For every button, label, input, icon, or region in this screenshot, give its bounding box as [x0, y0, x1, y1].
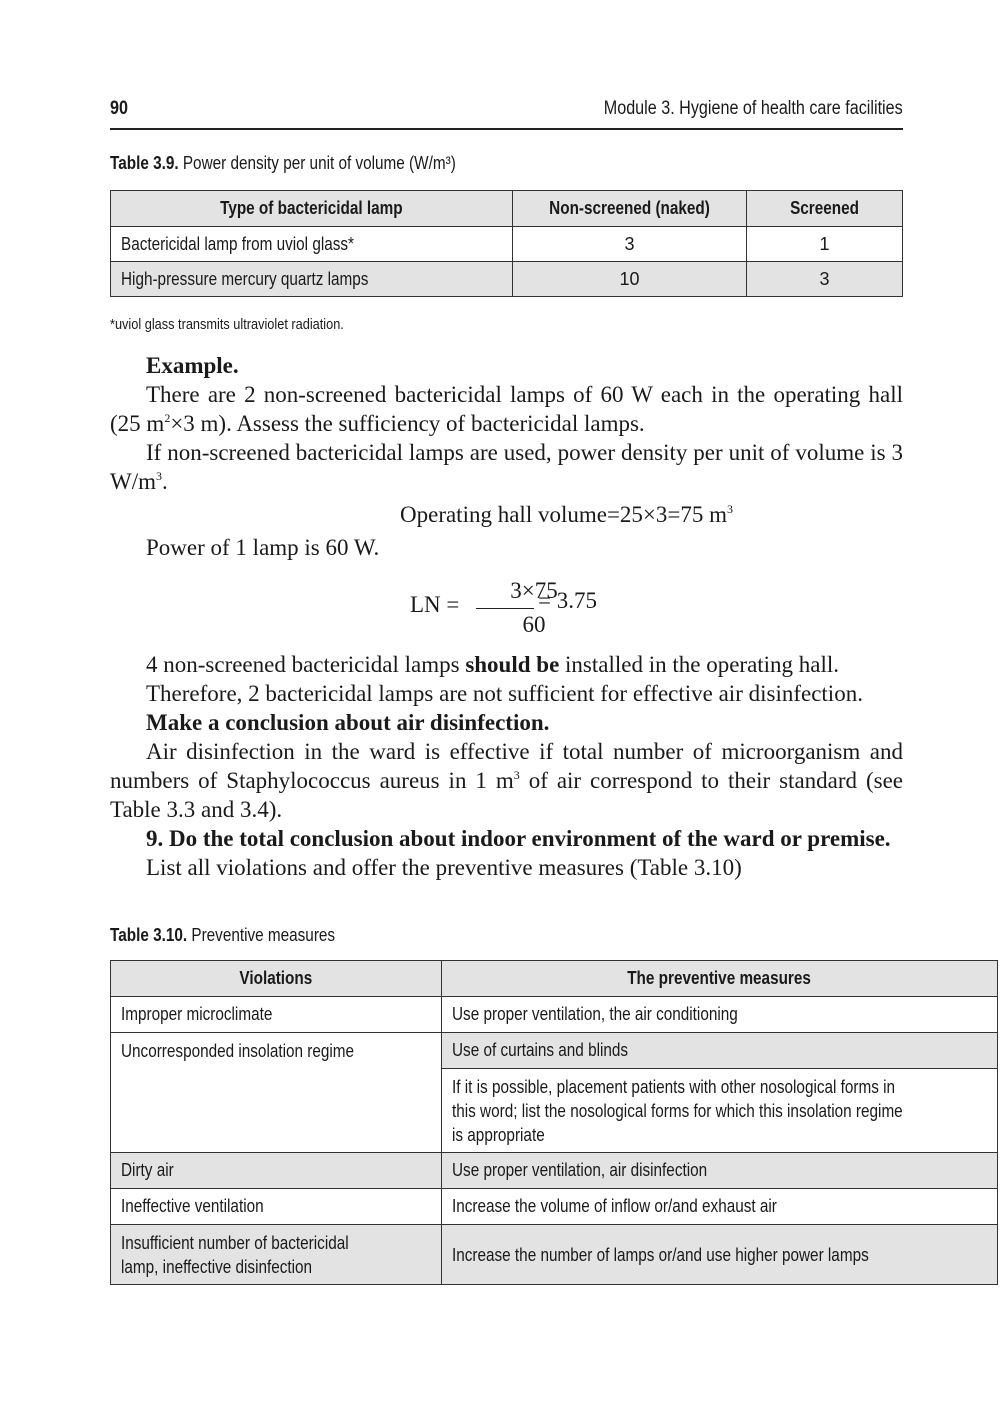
caption-text: Power density per unit of volume (W/m³) [178, 153, 456, 173]
result-section [110, 650, 903, 882]
column-header: Non-screened (naked) [513, 191, 747, 227]
result-paragraph: 4 non-screened bactericidal lamps should be installed in the operating hall. [146, 652, 840, 677]
example-paragraph: There are 2 non-screened bactericidal lamps of 60 W each in the operating hall (25 $m^2\times 3$ m). Assess the sufficiency of bactericidal lamps. [110, 382, 903, 436]
table-footnote: *uviol glass transmits ultraviolet radiation. [110, 316, 344, 333]
cell-violation: Uncorresponded insolation regime [111, 1033, 442, 1153]
page-number: 90 [110, 98, 128, 119]
cell-screened: 3 [747, 262, 903, 297]
cell-non-screened: 3 [513, 227, 747, 262]
conclusion-paragraph: Air disinfection in the ward is effective if total number of microorganism and numbers of Staphylococcus aureus in 1 $m^3$ of air correspond to their standard (see Table 3.3 and 3.4). [110, 739, 903, 822]
table-3-10 [110, 960, 998, 1285]
column-header: Violations [111, 961, 442, 997]
step-9-heading: 9. Do the total conclusion about indoor environment of the ward or premise. [146, 826, 891, 851]
table-header-row [111, 961, 998, 997]
volume-equation: Operating hall volume=25×3=75 $m^3$ [400, 502, 733, 527]
table-row [111, 1225, 998, 1285]
column-header: The preventive measures [442, 961, 998, 997]
cell-violation: Insufficient number of bactericidal lamp, ineffective disinfection [111, 1225, 442, 1285]
cell-measure: If it is possible, placement patients with other nosological forms in this word; list the nosological forms for which this insolation regime is appropriate [442, 1069, 998, 1153]
column-header: Screened [747, 191, 903, 227]
formula-numerator: 3×75 [510, 578, 558, 603]
table-3-9-caption [110, 153, 456, 174]
cell-non-screened: 10 [513, 262, 747, 297]
table-row [111, 262, 903, 297]
caption-label: Table 3.9. [110, 153, 179, 173]
cell-measure: Use proper ventilation, air disinfection [442, 1153, 998, 1189]
formula-denominator: 60 [522, 612, 546, 637]
cell-lamp-type: Bactericidal lamp from uviol glass* [111, 227, 513, 262]
table-row [111, 227, 903, 262]
table-row [111, 997, 998, 1033]
cell-measure: Use of curtains and blinds [442, 1033, 998, 1069]
cell-violation: Improper microclimate [111, 997, 442, 1033]
table-row [111, 1189, 998, 1225]
running-title: Module 3. Hygiene of health care facilities [604, 98, 903, 119]
example-paragraph: If non-screened bactericidal lamps are used, power density per unit of volume is 3 $W/m^3$. [110, 440, 903, 494]
formula-lhs: LN = [410, 592, 460, 617]
cell-measure: Increase the volume of inflow or/and exhaust air [442, 1189, 998, 1225]
formula-rhs: = 3.75 [538, 588, 597, 613]
fraction-bar [476, 608, 534, 609]
cell-measure: Increase the number of lamps or/and use higher power lamps [442, 1225, 998, 1285]
cell-violation: Dirty air [111, 1153, 442, 1189]
cell-violation: Ineffective ventilation [111, 1189, 442, 1225]
caption-label: Table 3.10. [110, 925, 188, 945]
cell-measure: Use proper ventilation, the air conditioning [442, 997, 998, 1033]
table-3-9 [110, 190, 903, 297]
page-header [110, 96, 903, 130]
table-header-row [111, 191, 903, 227]
caption-text: Preventive measures [187, 925, 336, 945]
conclusion-heading: Make a conclusion about air disinfection. [146, 710, 550, 735]
table-3-10-caption [110, 925, 335, 946]
example-section [110, 351, 903, 562]
column-header: Type of bactericidal lamp [111, 191, 513, 227]
step-9-text: List all violations and offer the preventive measures (Table 3.10) [146, 855, 742, 880]
table-row [111, 1033, 998, 1069]
power-line: Power of 1 lamp is 60 W. [146, 535, 380, 560]
cell-screened: 1 [747, 227, 903, 262]
table-row [111, 1153, 998, 1189]
cell-lamp-type: High-pressure mercury quartz lamps [111, 262, 513, 297]
example-heading: Example. [146, 353, 239, 378]
result-paragraph: Therefore, 2 bactericidal lamps are not sufficient for effective air disinfection. [146, 681, 863, 706]
